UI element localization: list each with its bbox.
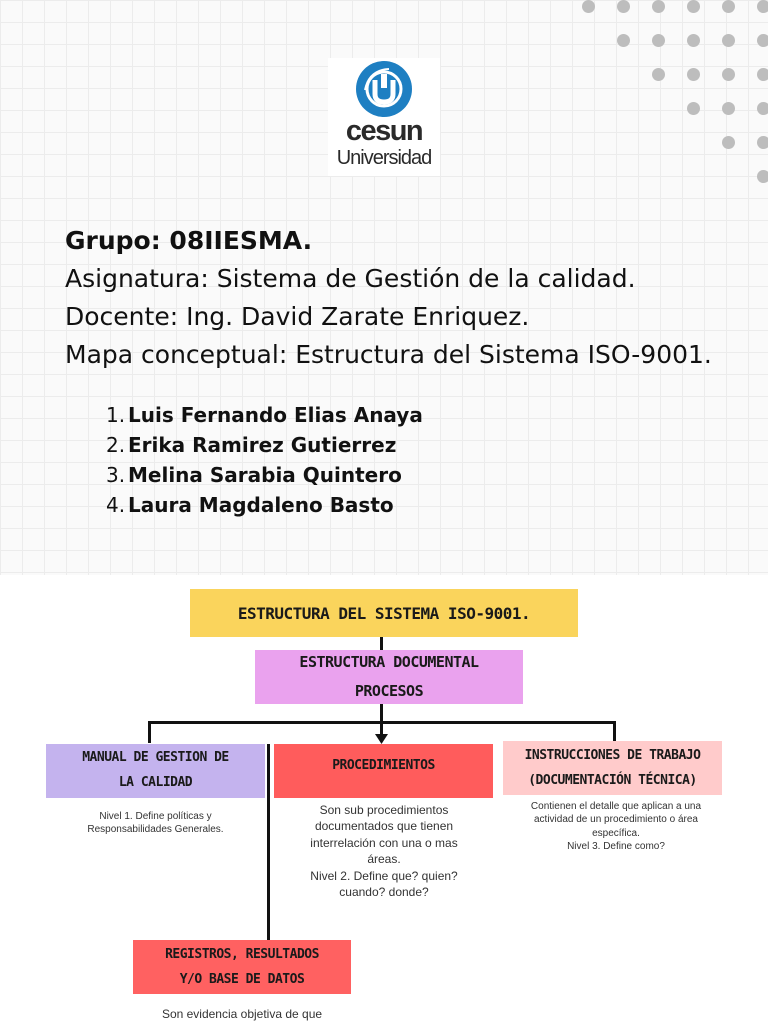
registros-box (133, 940, 351, 994)
procedimientos-desc-line2: documentados que tienen (314, 819, 454, 834)
connector-to-manual (148, 721, 151, 743)
group-label: Grupo: 08IIESMA. (65, 226, 313, 255)
manual-desc-line1: Nivel 1. Define políticas y (99, 811, 212, 822)
manual-line1: MANUAL DE GESTION DE (82, 750, 229, 765)
procedimientos-box (274, 744, 493, 798)
arrow-down-icon (375, 734, 388, 744)
procedimientos-desc-line3: interrelación con una o mas (310, 835, 458, 850)
instrucciones-desc-line4: Nivel 3. Define como? (567, 840, 665, 852)
instrucciones-box (503, 741, 722, 795)
cesun-logo-icon (355, 60, 413, 118)
member-name: Erika Ramirez Gutierrez (128, 433, 397, 457)
registros-desc-line1: Son evidencia objetiva de que (161, 1007, 323, 1021)
documental-box (255, 650, 523, 704)
logo-subtitle: Universidad (336, 147, 432, 169)
manual-description (46, 810, 265, 836)
registros-line1: REGISTROS, RESULTADOS (165, 947, 319, 962)
instrucciones-desc-line2: actividad de un procedimiento o área (534, 814, 698, 826)
map-title-label: Mapa conceptual: Estructura del Sistema ISO-9001. (65, 340, 712, 369)
logo-text: cesun (345, 115, 423, 147)
list-item (106, 430, 423, 460)
connector-to-instrucciones (613, 721, 616, 741)
list-number: 2. (106, 433, 126, 457)
registros-line2: Y/O BASE DE DATOS (179, 972, 305, 987)
procedimientos-description (278, 802, 490, 900)
list-number: 1. (106, 403, 126, 427)
list-number: 4. (106, 493, 126, 517)
member-name: Luis Fernando Elias Anaya (128, 403, 423, 427)
instrucciones-line2: (DOCUMENTACIÓN TÉCNICA) (528, 773, 697, 788)
member-name: Melina Sarabia Quintero (128, 463, 402, 487)
subject-label: Asignatura: Sistema de Gestión de la calidad. (65, 264, 636, 293)
connector-documental-down (380, 703, 383, 723)
list-number: 3. (106, 463, 126, 487)
members-list (106, 400, 423, 520)
list-item (106, 490, 423, 520)
teacher-label: Docente: Ing. David Zarate Enriquez. (65, 302, 530, 331)
info-block (65, 222, 755, 374)
list-item (106, 400, 423, 430)
procedimientos-desc-line5: Nivel 2. Define que? quien? (310, 868, 458, 883)
diagram-title: ESTRUCTURA DEL SISTEMA ISO-9001. (237, 603, 531, 623)
procedimientos-desc-line6: cuando? donde? (339, 885, 429, 900)
member-name: Laura Magdaleno Basto (128, 493, 394, 517)
diagram-title-box (190, 589, 578, 637)
procedimientos-label: PROCEDIMIENTOS (332, 758, 435, 773)
registros-description (133, 1006, 351, 1022)
instrucciones-desc-line1: Contienen el detalle que aplican a una (530, 801, 702, 812)
documental-line1: ESTRUCTURA DOCUMENTAL (299, 653, 479, 671)
instrucciones-desc-line3: específica. (592, 827, 640, 839)
instrucciones-line1: INSTRUCCIONES DE TRABAJO (524, 748, 701, 763)
connector-to-registros (267, 744, 270, 940)
procedimientos-desc-line1: Son sub procedimientos (319, 803, 449, 817)
manual-box (46, 744, 265, 798)
manual-desc-line2: Responsabilidades Generales. (87, 824, 224, 835)
list-item (106, 460, 423, 490)
cesun-logo (328, 58, 440, 176)
procedimientos-desc-line4: áreas. (367, 852, 401, 867)
manual-line2: LA CALIDAD (118, 775, 193, 790)
documental-line2: PROCESOS (354, 682, 424, 700)
instrucciones-description (503, 800, 729, 853)
